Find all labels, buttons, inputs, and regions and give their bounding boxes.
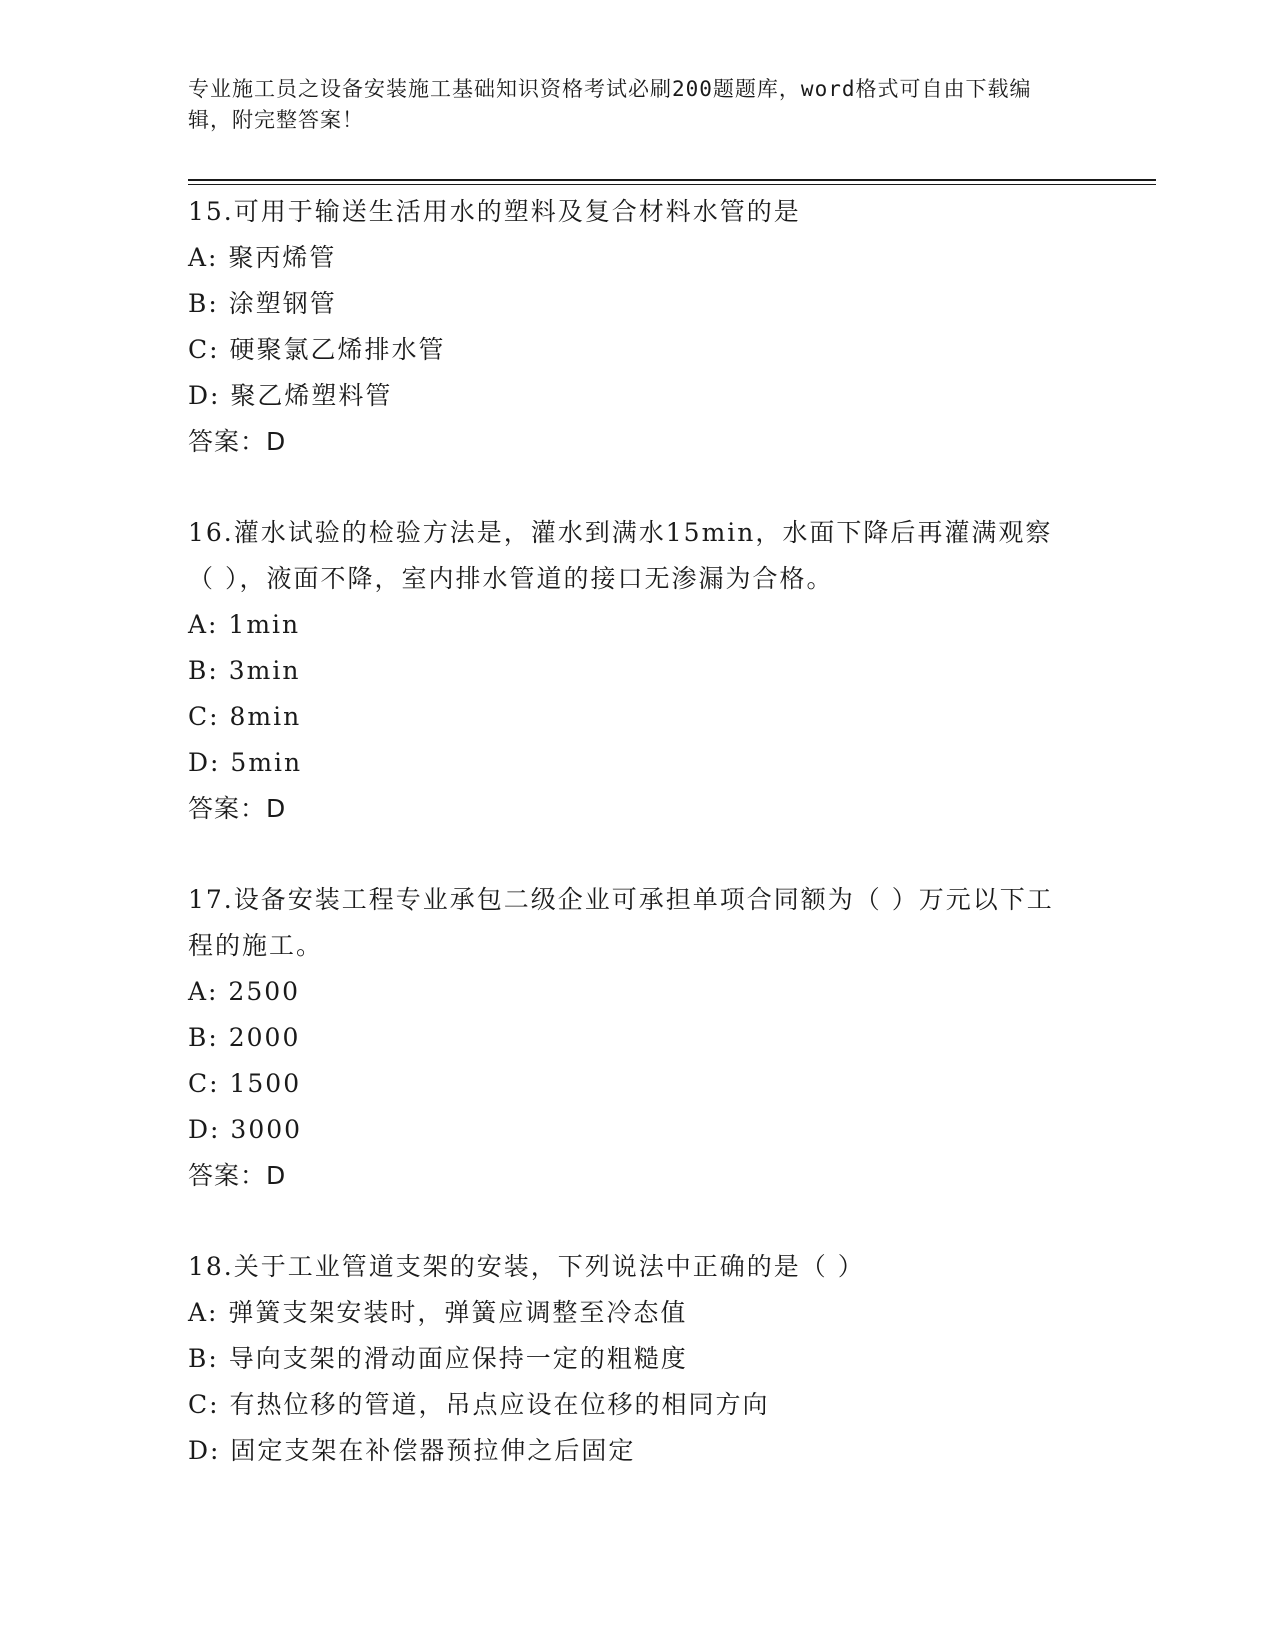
question-16 — [188, 510, 1068, 832]
option-b: B: 导向支架的滑动面应保持一定的粗糙度 — [188, 1344, 688, 1373]
option-d: D: 5min — [188, 748, 303, 777]
option-b: B: 3min — [188, 656, 301, 685]
answer: 答案：D — [188, 427, 287, 456]
option-c: C: 硬聚氯乙烯排水管 — [188, 335, 446, 364]
option-d: D: 聚乙烯塑料管 — [188, 381, 393, 410]
question-stem: 16.灌水试验的检验方法是，灌水到满水15min，水面下降后再灌满观察（ ），液面不降，室内排水管道的接口无渗漏为合格。 — [188, 518, 1053, 593]
question-17 — [188, 877, 1068, 1199]
question-stem: 18.关于工业管道支架的安装，下列说法中正确的是（ ） — [188, 1252, 865, 1281]
option-d: D: 固定支架在补偿器预拉伸之后固定 — [188, 1436, 636, 1465]
option-a: A: 1min — [188, 610, 301, 639]
header-divider — [188, 179, 1156, 181]
option-c: C: 1500 — [188, 1069, 302, 1098]
option-a: A: 弹簧支架安装时，弹簧应调整至冷态值 — [188, 1298, 688, 1327]
question-15 — [188, 189, 1068, 465]
option-d: D: 3000 — [188, 1115, 303, 1144]
question-stem: 17.设备安装工程专业承包二级企业可承担单项合同额为（ ）万元以下工程的施工。 — [188, 885, 1054, 960]
option-c: C: 8min — [188, 702, 302, 731]
option-b: B: 2000 — [188, 1023, 301, 1052]
question-18 — [188, 1244, 1068, 1474]
option-a: A: 聚丙烯管 — [188, 243, 337, 272]
option-b: B: 涂塑钢管 — [188, 289, 337, 318]
option-a: A: 2500 — [188, 977, 301, 1006]
option-c: C: 有热位移的管道，吊点应设在位移的相同方向 — [188, 1390, 770, 1419]
question-stem: 15.可用于输送生活用水的塑料及复合材料水管的是 — [188, 197, 801, 226]
header-divider-thin — [188, 184, 1156, 185]
document-header: 专业施工员之设备安装施工基础知识资格考试必刷200题题库，word格式可自由下载编辑，附完整答案！ — [188, 77, 1032, 132]
answer: 答案：D — [188, 794, 287, 823]
answer: 答案：D — [188, 1161, 287, 1190]
